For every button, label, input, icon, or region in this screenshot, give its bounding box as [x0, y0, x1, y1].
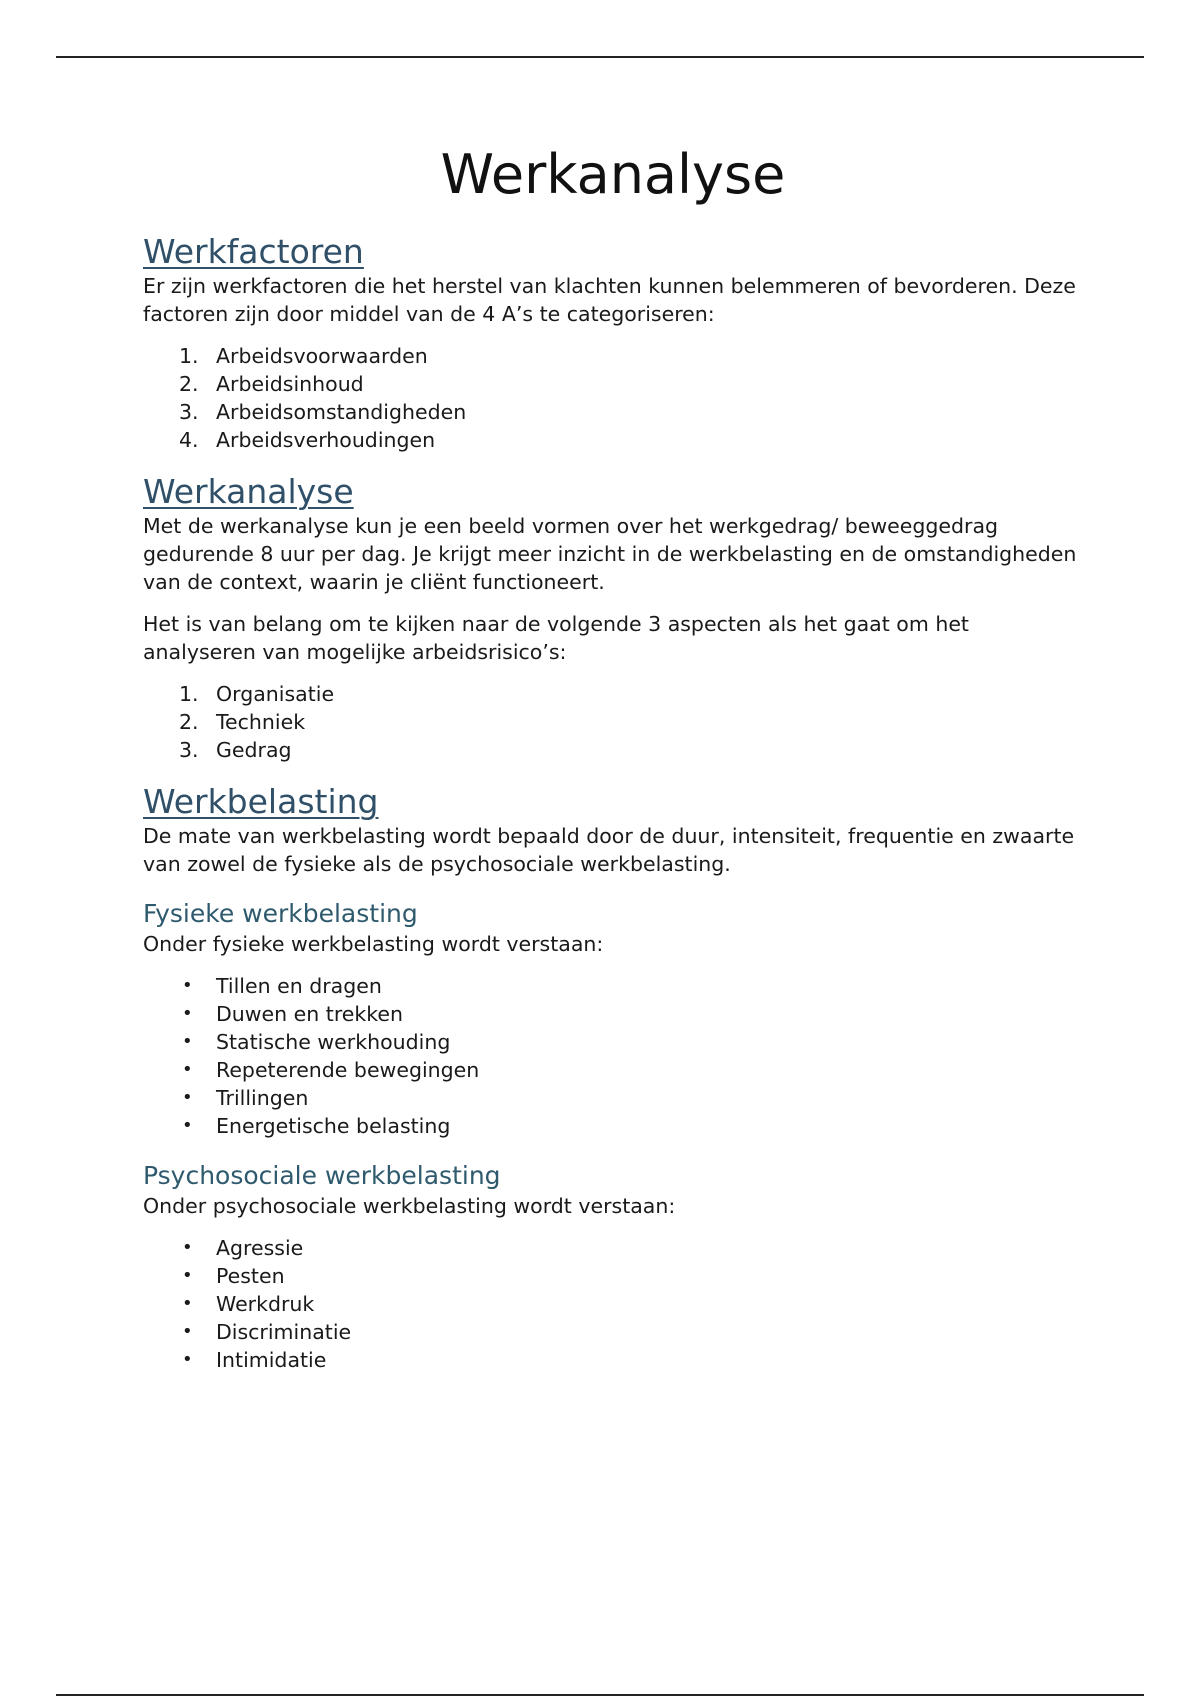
list-item: • Agressie [182, 1236, 304, 1260]
bullet-icon: • [182, 1237, 193, 1258]
numbered-list [143, 342, 1083, 454]
list-item: • Pesten [182, 1264, 285, 1288]
bullet-list [143, 1234, 1083, 1374]
list-item: 3. Gedrag [179, 738, 292, 762]
section-heading: Werkfactoren [143, 232, 364, 271]
bottom-rule [56, 1694, 1144, 1696]
list-item: 1. Organisatie [179, 682, 335, 706]
section-werkanalyse [143, 472, 1083, 764]
list-item: • Trillingen [182, 1086, 309, 1110]
list-item: • Statische werkhouding [182, 1030, 451, 1054]
bullet-icon: • [182, 1349, 193, 1370]
list-item: • Discriminatie [182, 1320, 352, 1344]
bullet-icon: • [182, 1031, 193, 1052]
page-title: Werkanalyse [440, 143, 786, 206]
bullet-icon: • [182, 975, 193, 996]
paragraph: Onder psychosociale werkbelasting wordt verstaan: [143, 1194, 676, 1218]
paragraph: De mate van werkbelasting wordt bepaald door de duur, intensiteit, frequentie en zwaarte van zowel de fysieke als de psychosociale werkbelasting. [143, 824, 1075, 876]
bullet-icon: • [182, 1265, 193, 1286]
bullet-icon: • [182, 1059, 193, 1080]
bullet-icon: • [182, 1087, 193, 1108]
list-item: • Repeterende bewegingen [182, 1058, 480, 1082]
paragraph: Er zijn werkfactoren die het herstel van klachten kunnen belemmeren of bevorderen. Deze factoren zijn door middel van de 4 A’s te categoriseren: [143, 274, 1076, 326]
bullet-icon: • [182, 1115, 193, 1136]
list-item: 3. Arbeidsomstandigheden [179, 400, 467, 424]
list-item: 4. Arbeidsverhoudingen [179, 428, 436, 452]
paragraph: Het is van belang om te kijken naar de volgende 3 aspecten als het gaat om het analyseren van mogelijke arbeidsrisico’s: [143, 612, 969, 664]
list-item: • Tillen en dragen [182, 974, 382, 998]
paragraph: Onder fysieke werkbelasting wordt verstaan: [143, 932, 604, 956]
list-item: • Duwen en trekken [182, 1002, 404, 1026]
section-heading: Werkanalyse [143, 472, 354, 511]
list-item: • Werkdruk [182, 1292, 315, 1316]
list-item: 1. Arbeidsvoorwaarden [179, 344, 428, 368]
list-item: 2. Techniek [179, 710, 306, 734]
section-heading: Werkbelasting [143, 782, 379, 821]
list-item: 2. Arbeidsinhoud [179, 372, 364, 396]
section-werkbelasting [143, 782, 1083, 1374]
document-body [143, 138, 1083, 1374]
bullet-list [143, 972, 1083, 1140]
subsection-heading: Fysieke werkbelasting [143, 899, 418, 928]
subsection-heading: Psychosociale werkbelasting [143, 1161, 501, 1190]
bullet-icon: • [182, 1003, 193, 1024]
top-rule [56, 56, 1144, 58]
bullet-icon: • [182, 1293, 193, 1314]
section-werkfactoren [143, 232, 1083, 454]
list-item: • Energetische belasting [182, 1114, 451, 1138]
numbered-list [143, 680, 1083, 764]
list-item: • Intimidatie [182, 1348, 327, 1372]
bullet-icon: • [182, 1321, 193, 1342]
paragraph: Met de werkanalyse kun je een beeld vormen over het werkgedrag/ beweeggedrag gedurende 8 uur per dag. Je krijgt meer inzicht in de werkbelasting en de omstandigheden van de context, waarin je cliënt functioneert. [143, 514, 1077, 594]
